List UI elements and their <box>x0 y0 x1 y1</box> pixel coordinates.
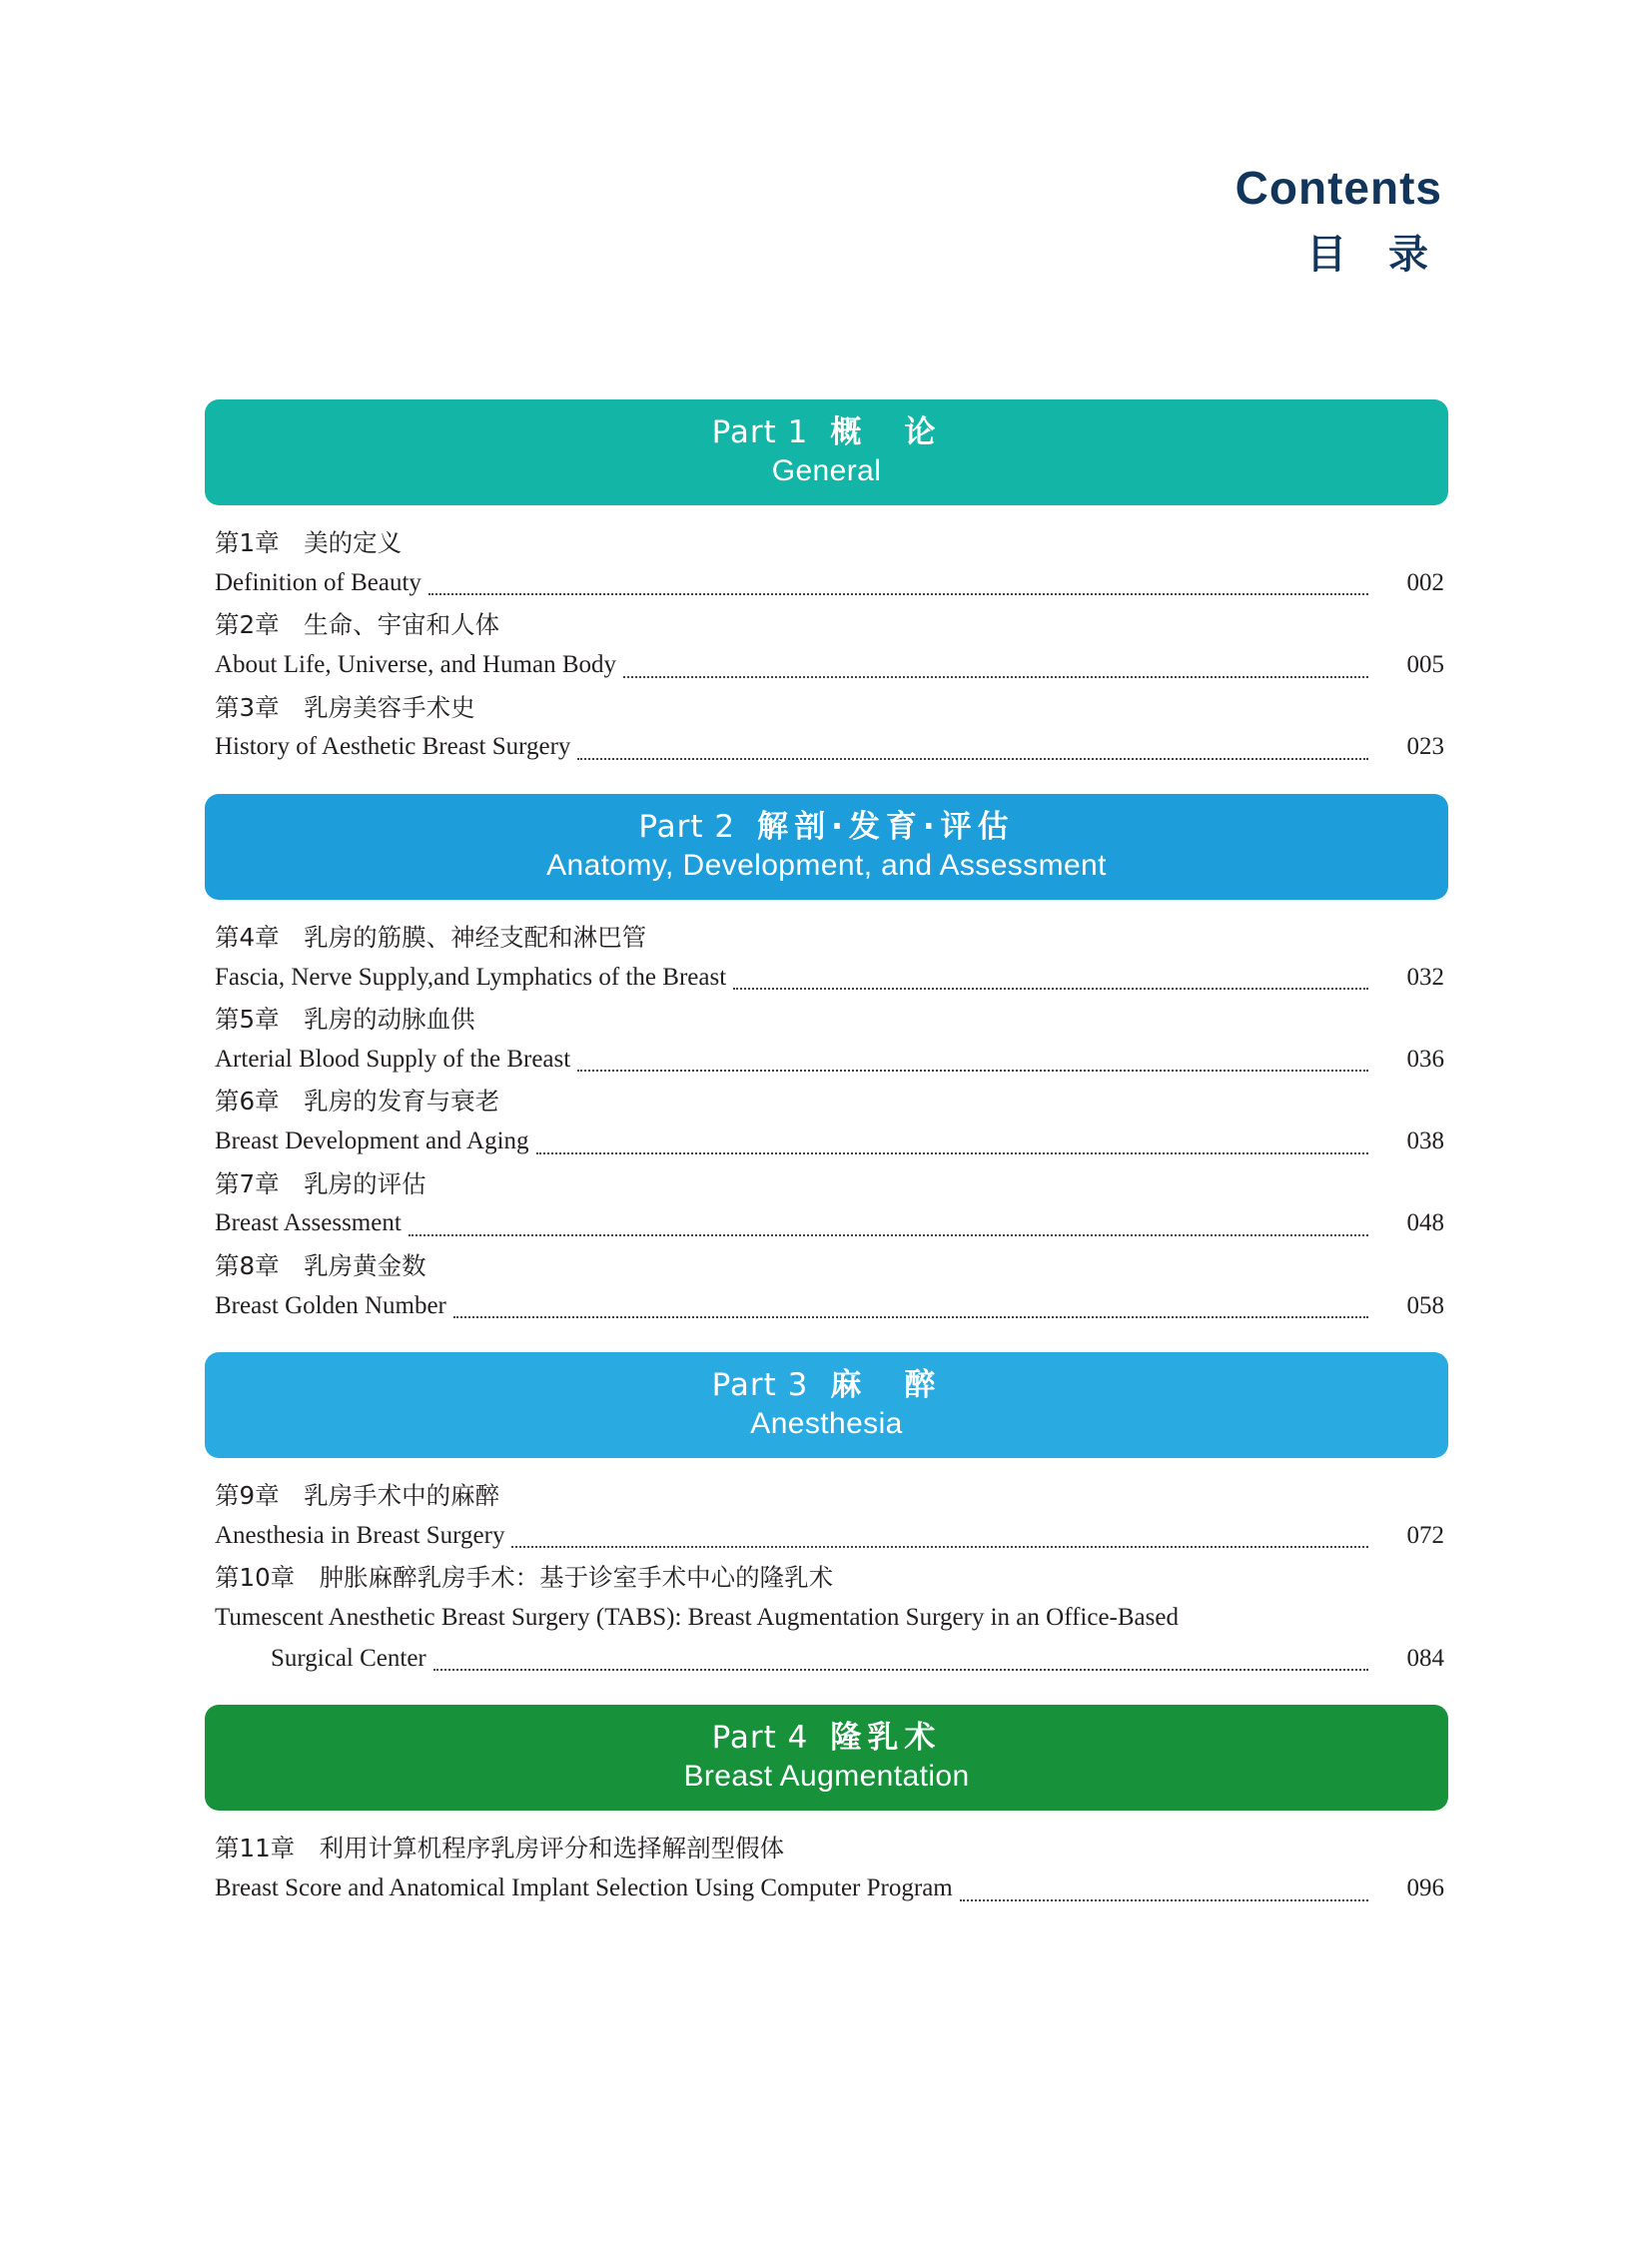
part-banner-2-label: Part 2 <box>638 808 736 845</box>
toc-entry-cn: 第8章 乳房黄金数 <box>215 1250 426 1280</box>
leader-dots <box>623 676 1368 678</box>
page-header <box>1235 162 1442 278</box>
part-3-entries <box>205 1476 1448 1679</box>
toc-entry-cn: 第4章 乳房的筋膜、神经支配和淋巴管 <box>215 923 647 953</box>
toc-entry-row <box>215 727 1444 768</box>
toc-entry-cn: 第2章 生命、宇宙和人体 <box>215 610 500 640</box>
part-banner-4-line2: Breast Augmentation <box>683 1759 970 1793</box>
toc-entry[interactable] <box>215 1829 1444 1908</box>
part-banner-4-line1 <box>205 1719 1448 1758</box>
leader-dots <box>511 1546 1368 1548</box>
toc-entry-page: 032 <box>1406 963 1444 991</box>
toc-entry-page: 023 <box>1406 733 1444 761</box>
toc-entry-row <box>215 1040 1444 1081</box>
toc-entry[interactable] <box>215 1558 1444 1679</box>
toc-entry-row <box>215 1516 1444 1557</box>
toc-entry-cn: 第3章 乳房美容手术史 <box>215 692 475 722</box>
toc-entry-en: Anesthesia in Breast Surgery <box>215 1521 505 1549</box>
contents-title-cn: 目 录 <box>1306 232 1442 278</box>
toc-entry-cn: 第10章 肿胀麻醉乳房手术：基于诊室手术中心的隆乳术 <box>215 1563 834 1593</box>
toc-entry[interactable] <box>215 1000 1444 1080</box>
contents-title-en: Contents <box>1235 162 1442 214</box>
leader-dots <box>536 1152 1368 1154</box>
part-2-entries <box>205 918 1448 1326</box>
toc-entry-page: 038 <box>1406 1127 1444 1155</box>
toc-entry-page: 096 <box>1406 1874 1444 1902</box>
leader-dots <box>433 1669 1368 1671</box>
toc-entry-en: Surgical Center <box>271 1644 426 1672</box>
leader-dots <box>453 1316 1368 1318</box>
toc-entry-row <box>215 1121 1444 1162</box>
toc-entry-en-line1: Tumescent Anesthetic Breast Surgery (TABS): Breast Augmentation Surgery in an Office-Based <box>215 1604 1179 1632</box>
toc-entry-cn: 第11章 利用计算机程序乳房评分和选择解剖型假体 <box>215 1834 785 1864</box>
toc-entry-cn: 第6章 乳房的发育与衰老 <box>215 1087 500 1117</box>
toc-entry-en: Breast Golden Number <box>215 1291 446 1319</box>
part-block-1 <box>205 399 1448 768</box>
part-1-entries <box>205 523 1448 768</box>
toc-entry[interactable] <box>215 605 1444 685</box>
part-block-2 <box>205 794 1448 1326</box>
toc-entry-row <box>215 1639 1444 1680</box>
part-banner-1 <box>205 399 1448 505</box>
toc-entry-page: 084 <box>1406 1644 1444 1672</box>
part-block-3 <box>205 1352 1448 1679</box>
toc-entry-en: Fascia, Nerve Supply,and Lymphatics of the Breast <box>215 963 727 991</box>
part-banner-3-cn: 麻 醉 <box>830 1367 942 1403</box>
toc-entry-en: Arterial Blood Supply of the Breast <box>215 1045 571 1073</box>
part-banner-1-line1 <box>205 413 1448 452</box>
part-banner-4 <box>205 1705 1448 1811</box>
toc-entry-row <box>215 645 1444 686</box>
leader-dots <box>577 1070 1368 1072</box>
toc-entry-en: Breast Development and Aging <box>215 1127 529 1155</box>
toc-entry-cn: 第1章 美的定义 <box>215 528 403 558</box>
leader-dots <box>577 758 1368 760</box>
part-4-entries <box>205 1829 1448 1908</box>
toc-entry[interactable] <box>215 1082 1444 1161</box>
toc-entry[interactable] <box>215 918 1444 998</box>
toc-content <box>205 399 1448 1911</box>
toc-entry-page: 002 <box>1406 568 1444 596</box>
leader-dots <box>960 1899 1368 1901</box>
toc-entry-page: 058 <box>1406 1291 1444 1319</box>
toc-entry-page: 072 <box>1406 1521 1444 1549</box>
part-banner-4-label: Part 4 <box>711 1720 809 1757</box>
toc-entry-page: 048 <box>1406 1209 1444 1237</box>
toc-entry-en: Breast Score and Anatomical Implant Selection Using Computer Program <box>215 1874 953 1902</box>
part-banner-4-cn: 隆乳术 <box>830 1720 942 1757</box>
part-banner-2-line1 <box>205 808 1448 847</box>
toc-entry-row <box>215 563 1444 604</box>
toc-entry[interactable] <box>215 1164 1444 1244</box>
toc-entry-page: 036 <box>1406 1045 1444 1073</box>
toc-entry-en: History of Aesthetic Breast Surgery <box>215 733 571 761</box>
toc-entry-en: About Life, Universe, and Human Body <box>215 651 617 679</box>
leader-dots <box>428 593 1368 595</box>
part-banner-1-cn: 概 论 <box>830 414 942 450</box>
part-banner-1-label: Part 1 <box>711 414 809 450</box>
toc-entry-cn: 第9章 乳房手术中的麻醉 <box>215 1481 500 1511</box>
part-banner-3 <box>205 1352 1448 1458</box>
toc-entry-cn: 第7章 乳房的评估 <box>215 1168 426 1198</box>
leader-dots <box>409 1234 1368 1236</box>
toc-entry-row <box>215 1868 1444 1909</box>
part-banner-3-line2: Anesthesia <box>750 1406 903 1440</box>
part-banner-2-line2: Anatomy, Development, and Assessment <box>546 848 1107 882</box>
part-banner-2 <box>205 794 1448 900</box>
part-banner-1-line2: General <box>771 453 882 487</box>
toc-entry[interactable] <box>215 523 1444 603</box>
toc-entry-en: Definition of Beauty <box>215 568 421 596</box>
toc-entry-cn: 第5章 乳房的动脉血供 <box>215 1005 475 1035</box>
part-banner-3-line1 <box>205 1366 1448 1405</box>
toc-entry-row <box>215 958 1444 999</box>
toc-entry-row <box>215 1286 1444 1327</box>
toc-entry[interactable] <box>215 1246 1444 1326</box>
toc-entry-en: Breast Assessment <box>215 1209 402 1237</box>
toc-entry-row <box>215 1203 1444 1244</box>
part-banner-3-label: Part 3 <box>711 1367 809 1403</box>
toc-entry[interactable] <box>215 688 1444 768</box>
part-banner-2-cn: 解剖·发育·评估 <box>757 808 1015 845</box>
toc-entry[interactable] <box>215 1476 1444 1556</box>
part-block-4 <box>205 1705 1448 1908</box>
toc-entry-page: 005 <box>1406 651 1444 679</box>
leader-dots <box>733 988 1368 990</box>
